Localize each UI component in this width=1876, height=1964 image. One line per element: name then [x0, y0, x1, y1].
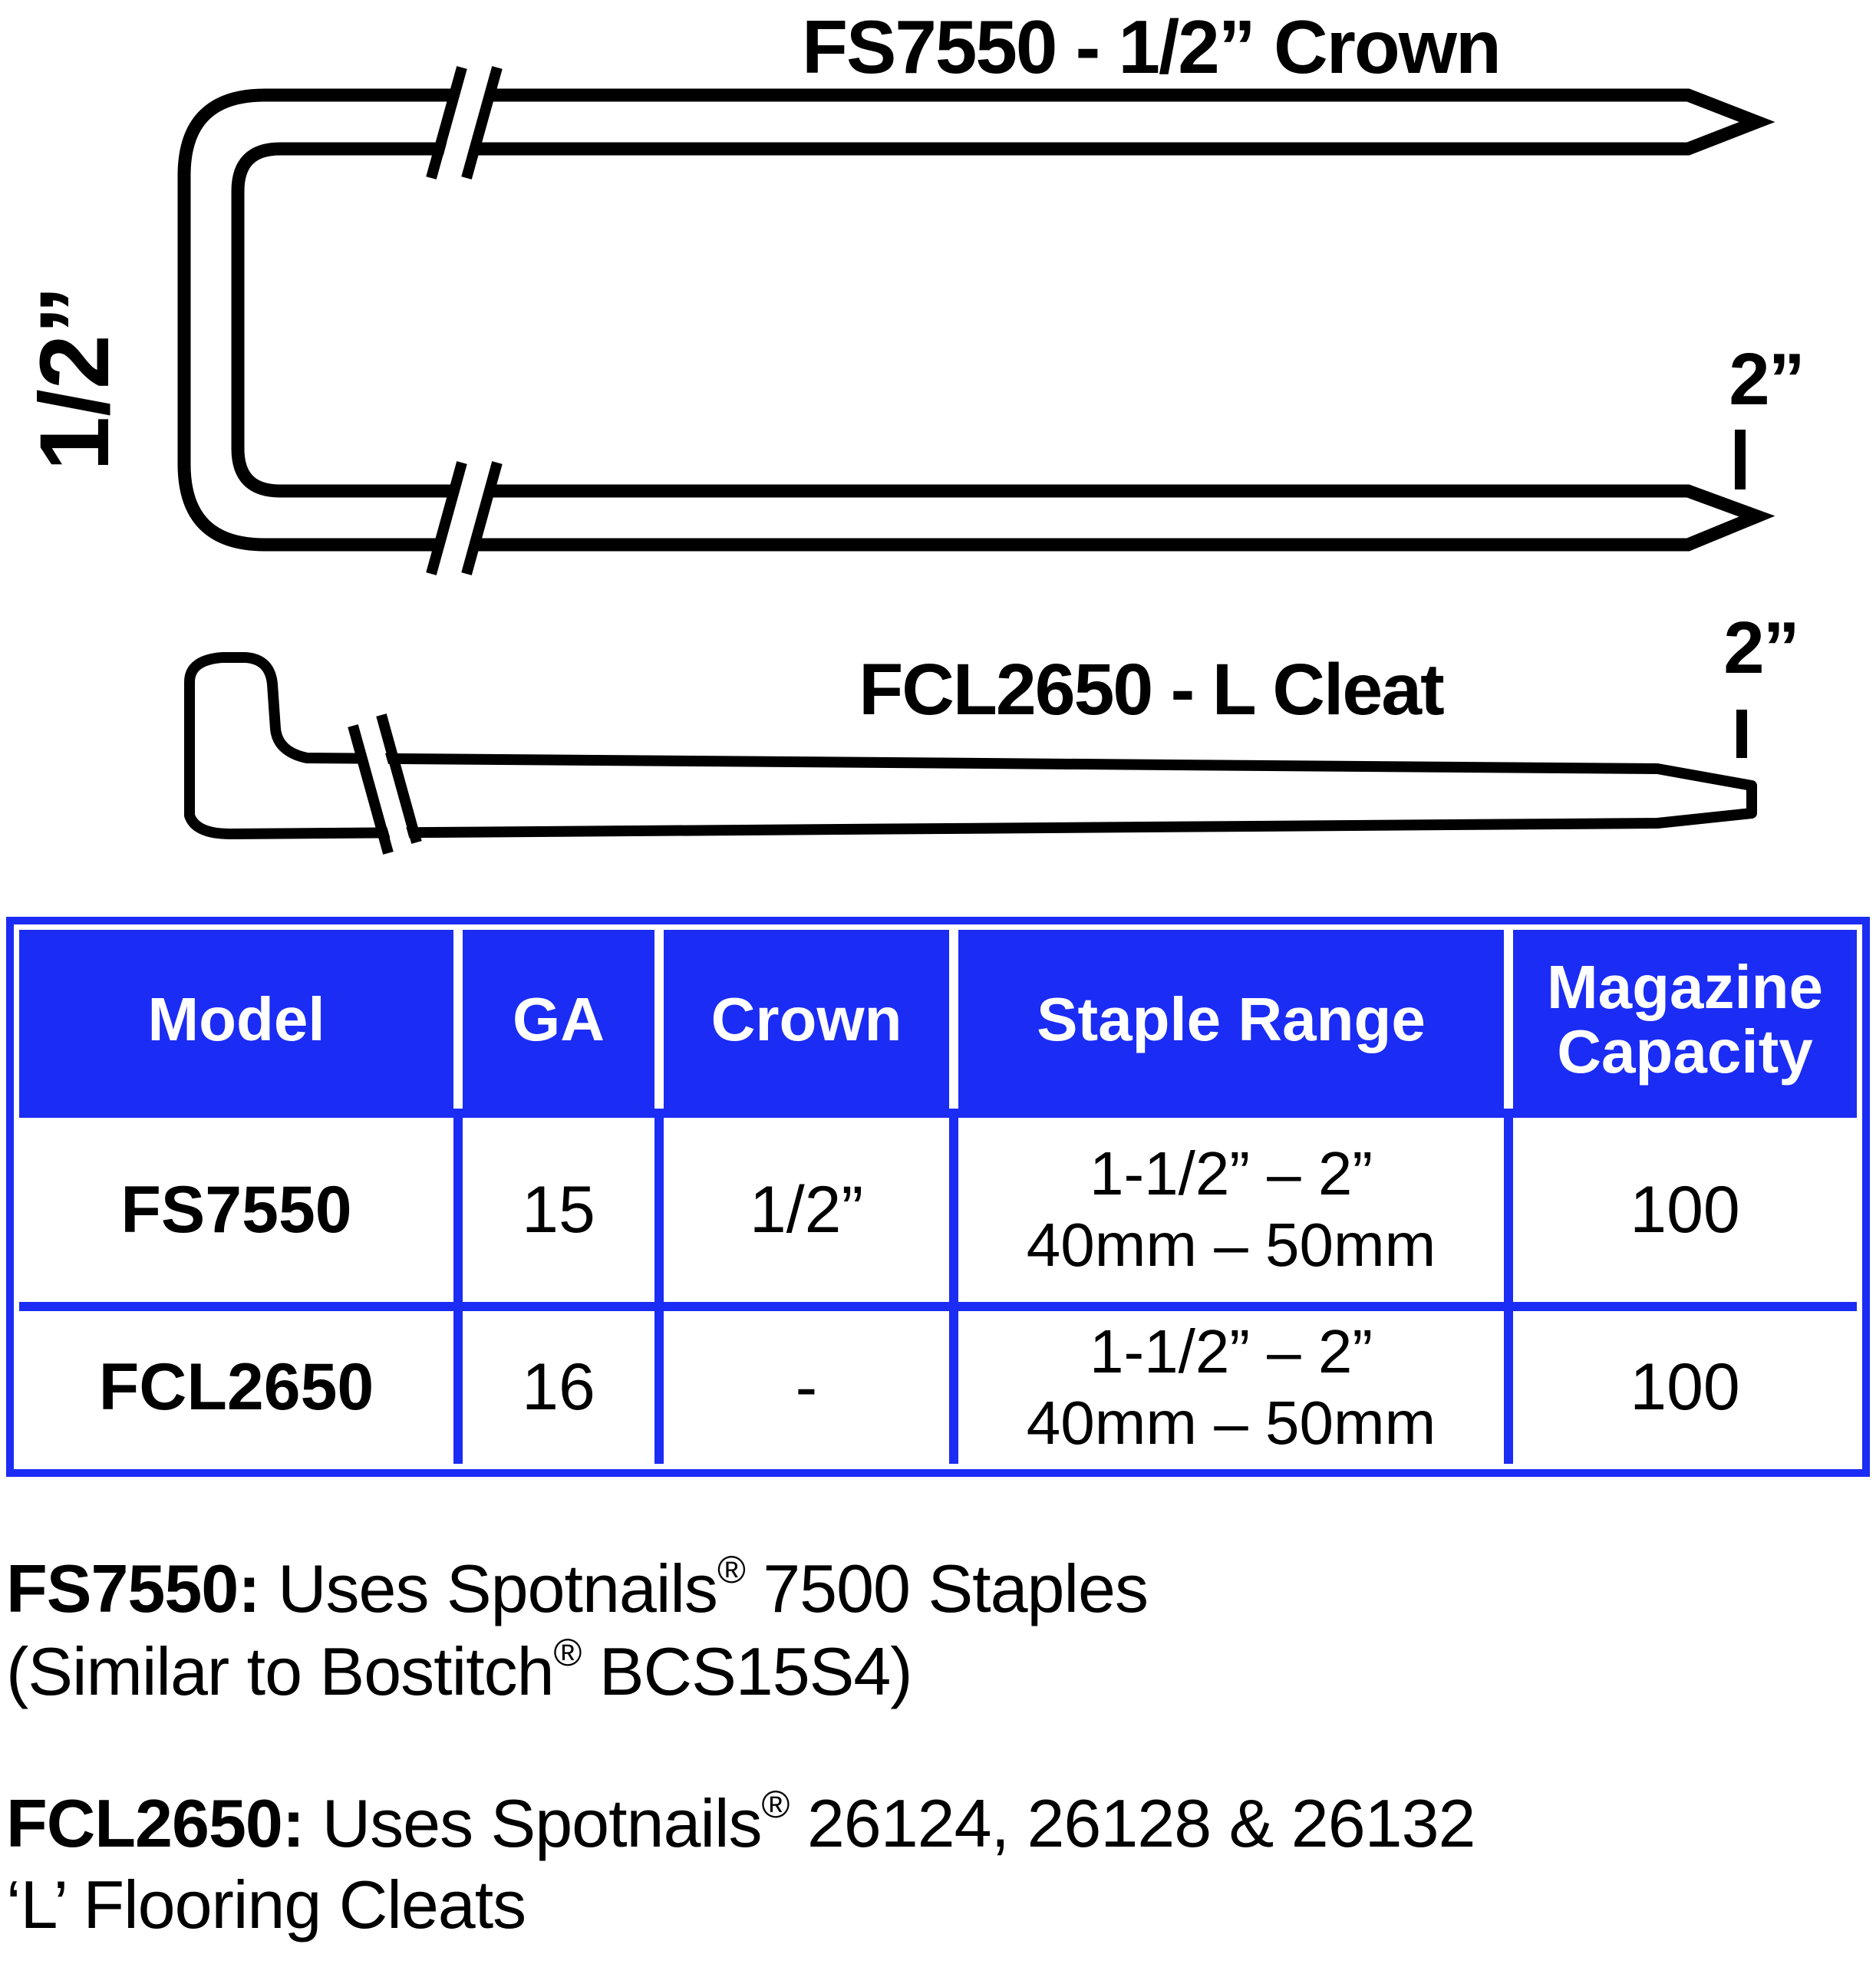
note-text: Uses Spotnails	[259, 1550, 717, 1626]
note-fs7550	[6, 1547, 1876, 1713]
staple-range-mm: 40mm – 50mm	[1026, 1388, 1436, 1457]
staple-range-inches: 1-1/2” – 2”	[1089, 1139, 1373, 1208]
spec-table	[6, 917, 1870, 1477]
staple-outline	[184, 95, 1757, 545]
note-text: BCS15S4)	[581, 1633, 912, 1710]
column-header-staple-range: Staple Range	[958, 930, 1513, 1109]
registered-trademark-symbol: ®	[553, 1631, 582, 1675]
table-cell-crown: 1/2”	[664, 1109, 958, 1302]
column-header-ga: GA	[463, 930, 664, 1109]
table-cell-magazine-capacity: 100	[1513, 1302, 1857, 1464]
table-cell-model: FS7550	[19, 1109, 463, 1302]
staple-bottom-leg-break-mark	[431, 463, 497, 574]
note-model-prefix: FS7550:	[6, 1550, 260, 1626]
cleat-length-dimension-label: 2”	[1723, 607, 1799, 689]
table-cell-staple-range	[958, 1302, 1513, 1464]
staple-length-dimension-label: 2”	[1729, 338, 1804, 420]
staple-range-mm: 40mm – 50mm	[1026, 1211, 1436, 1279]
spec-table-grid	[19, 930, 1857, 1464]
note-fcl2650	[6, 1781, 1876, 1946]
table-cell-ga: 16	[463, 1302, 664, 1464]
registered-trademark-symbol: ®	[717, 1548, 745, 1591]
fastener-diagrams	[0, 0, 1876, 909]
staple-crown-dimension-label: 1/2”	[20, 285, 130, 471]
staple-top-leg-break-mark	[431, 68, 497, 178]
note-model-prefix: FCL2650:	[6, 1785, 305, 1861]
staple-diagram-title: FS7550 - 1/2” Crown	[802, 5, 1500, 89]
registered-trademark-symbol: ®	[761, 1783, 790, 1826]
staple-range-inches: 1-1/2” – 2”	[1089, 1316, 1373, 1386]
table-cell-ga: 15	[463, 1109, 664, 1302]
cleat-diagram-title: FCL2650 - L Cleat	[859, 649, 1443, 730]
table-cell-model: FCL2650	[19, 1302, 463, 1464]
table-cell-crown: -	[664, 1302, 958, 1464]
column-header-model: Model	[19, 930, 463, 1109]
note-text: Uses Spotnails	[304, 1785, 762, 1861]
note-text: ‘L’ Flooring Cleats	[6, 1867, 526, 1943]
table-cell-staple-range	[958, 1109, 1513, 1302]
table-cell-magazine-capacity: 100	[1513, 1109, 1857, 1302]
column-header-magazine-capacity: Magazine Capacity	[1513, 930, 1857, 1109]
column-header-crown: Crown	[664, 930, 958, 1109]
note-text: 26124, 26128 & 26132	[789, 1785, 1475, 1861]
note-text: 7500 Staples	[744, 1550, 1148, 1626]
note-text: (Similar to Bostitch	[6, 1633, 554, 1710]
